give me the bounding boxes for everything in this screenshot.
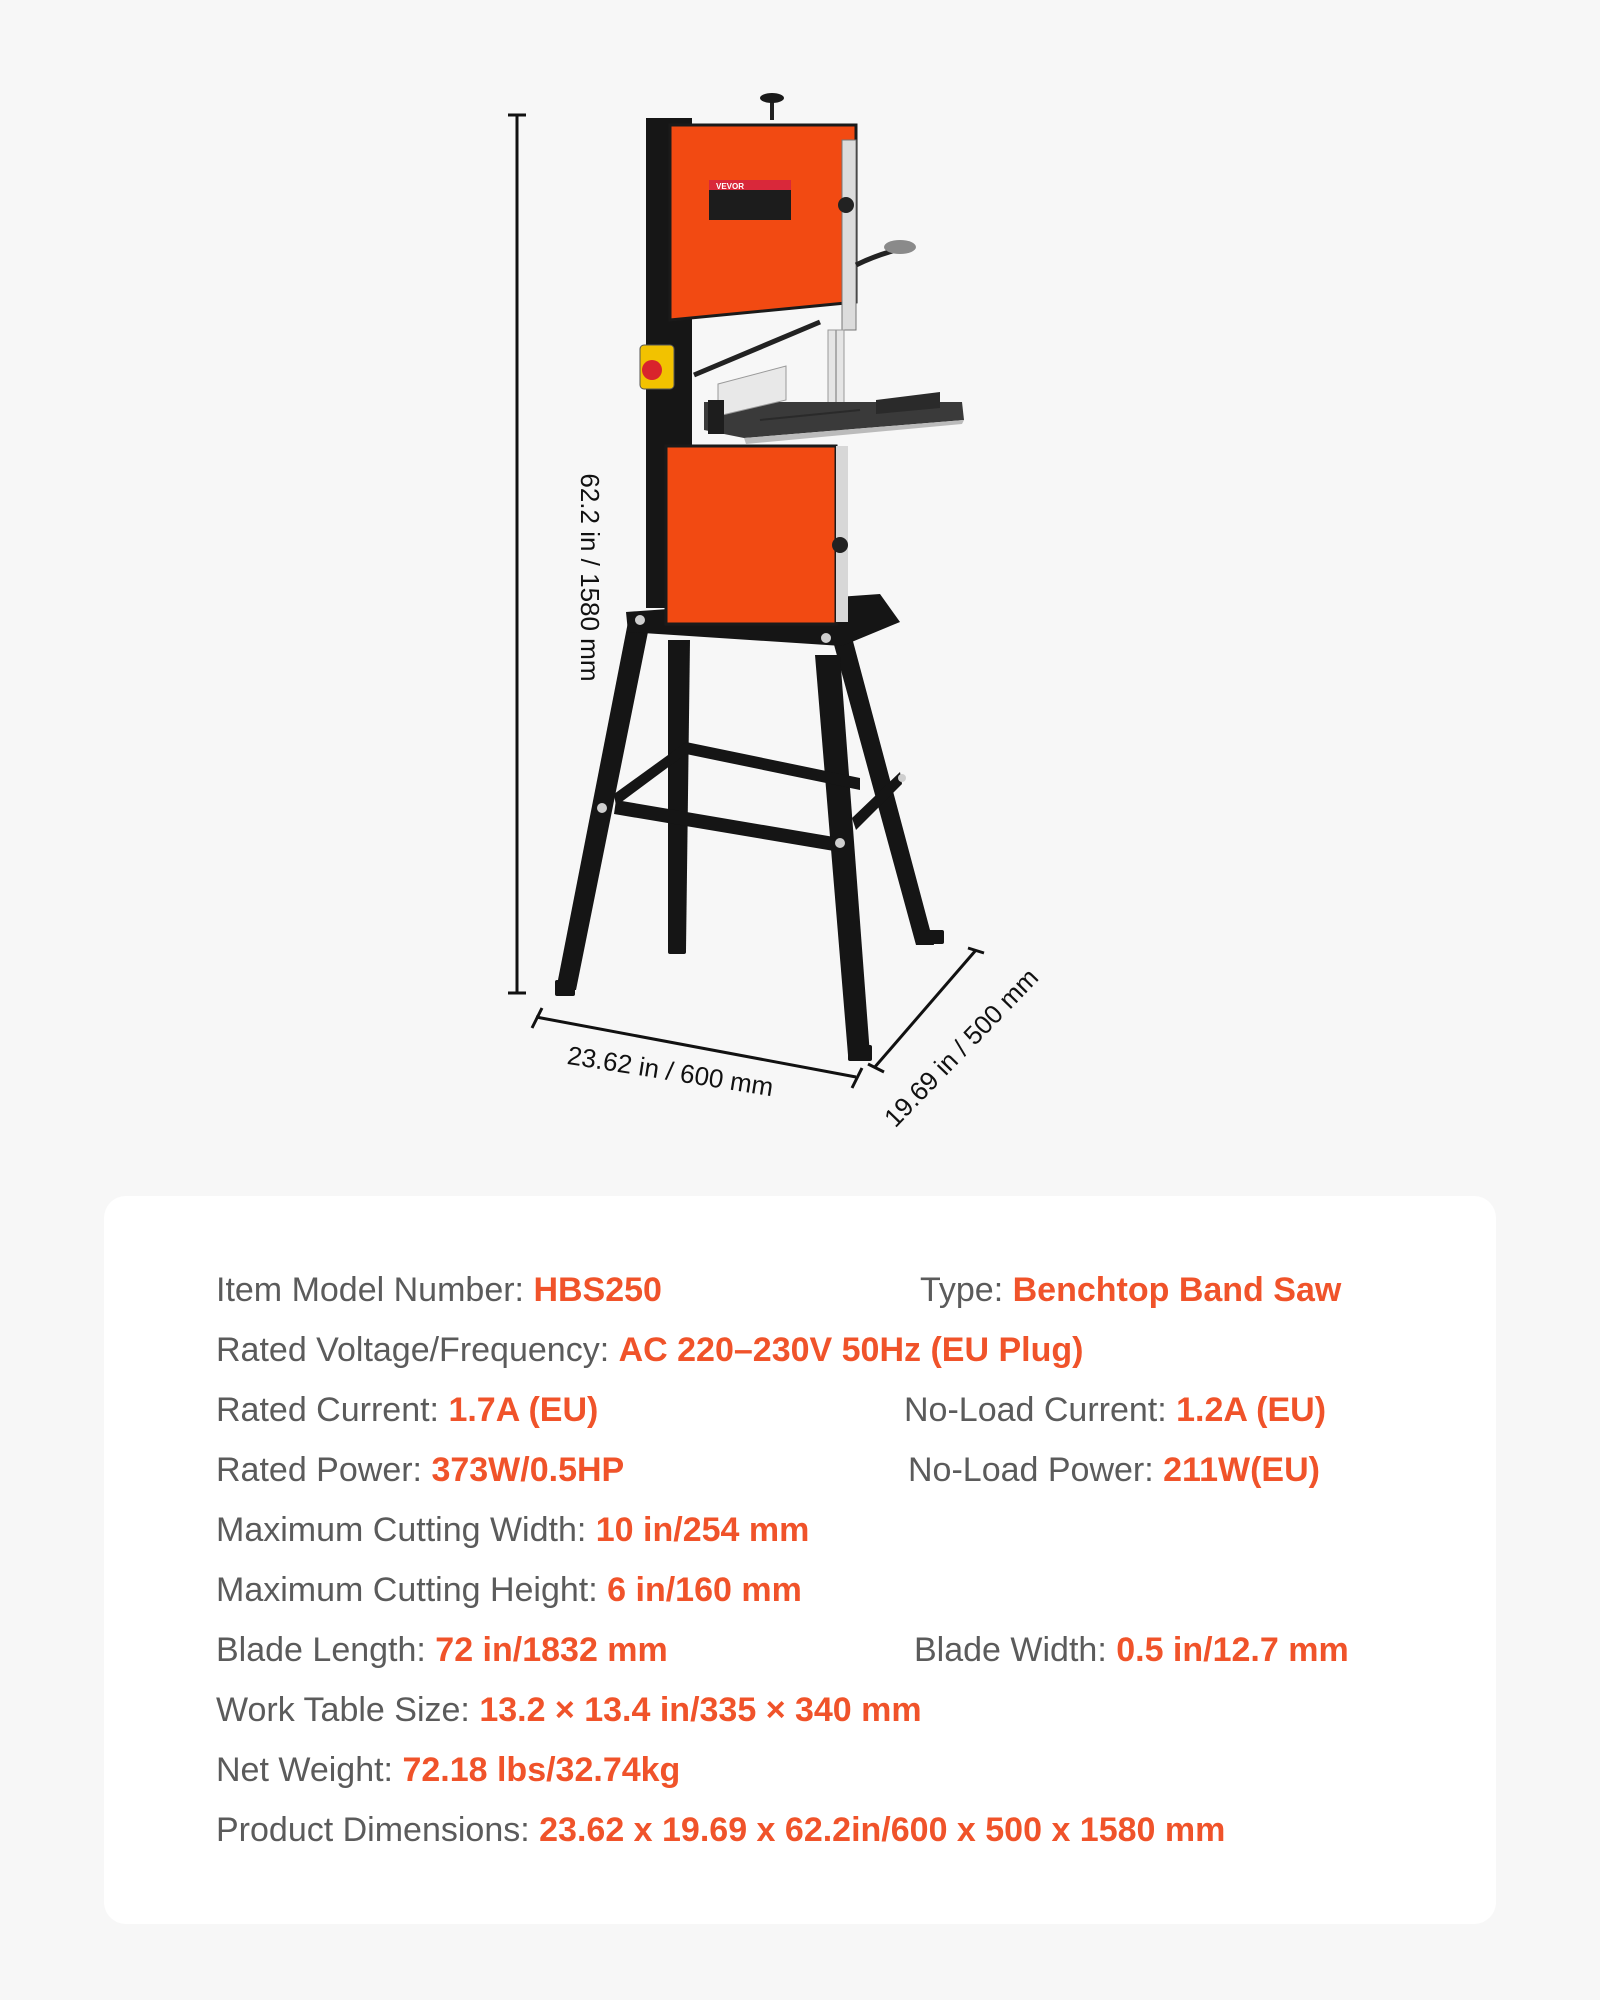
spec-label: Blade Width: — [914, 1631, 1117, 1669]
spec-blade-width — [914, 1630, 1349, 1670]
spec-value: 6 in/160 mm — [607, 1571, 802, 1609]
spec-value: AC 220–230V 50Hz (EU Plug) — [618, 1331, 1084, 1369]
lower-housing — [666, 446, 836, 624]
depth-dimension-label: 19.69 in / 500 mm — [878, 962, 1045, 1133]
vevor-logo: VEVOR — [716, 182, 745, 191]
spec-type — [920, 1270, 1341, 1310]
height-dimension-label: 62.2 in / 1580 mm — [575, 473, 606, 682]
spec-label: Rated Power: — [216, 1451, 432, 1489]
spec-label: Blade Length: — [216, 1631, 436, 1669]
spec-no-load-current — [904, 1390, 1326, 1430]
spec-blade-length — [216, 1630, 668, 1670]
spec-max-cut-width — [216, 1510, 809, 1550]
tension-knob-icon — [760, 93, 784, 103]
spec-model — [216, 1270, 662, 1310]
spec-label: Rated Current: — [216, 1391, 449, 1429]
spec-value: 23.62 x 19.69 x 62.2in/600 x 500 x 1580 mm — [539, 1811, 1226, 1849]
spec-value: 1.2A (EU) — [1176, 1391, 1327, 1429]
upper-housing — [670, 125, 856, 320]
stop-button-icon — [642, 360, 662, 380]
spec-label: Net Weight: — [216, 1751, 403, 1789]
height-dimension-line — [508, 115, 526, 993]
specifications-card — [104, 1196, 1496, 1924]
spec-label: No-Load Power: — [908, 1451, 1164, 1489]
spec-rated-power — [216, 1450, 624, 1490]
spec-label: No-Load Current: — [904, 1391, 1177, 1429]
spec-value: 13.2 × 13.4 in/335 × 340 mm — [479, 1691, 922, 1729]
spec-value: 72 in/1832 mm — [435, 1631, 668, 1669]
spec-table-size — [216, 1690, 922, 1730]
width-dimension-label: 23.62 in / 600 mm — [565, 1040, 776, 1103]
spec-label: Maximum Cutting Height: — [216, 1571, 608, 1609]
spec-value: 72.18 lbs/32.74kg — [402, 1751, 681, 1789]
spec-value: 10 in/254 mm — [595, 1511, 810, 1549]
spec-label: Work Table Size: — [216, 1691, 480, 1729]
spec-max-cut-height — [216, 1570, 802, 1610]
spec-label: Item Model Number: — [216, 1271, 534, 1309]
spec-value: HBS250 — [533, 1271, 662, 1309]
stand — [555, 594, 944, 1061]
spec-label: Type: — [920, 1271, 1013, 1309]
spec-net-weight — [216, 1750, 680, 1790]
work-lamp-icon — [884, 240, 916, 254]
spec-voltage — [216, 1330, 1083, 1370]
spec-value: 1.7A (EU) — [448, 1391, 599, 1429]
spec-dimensions — [216, 1810, 1225, 1850]
spec-value: Benchtop Band Saw — [1012, 1271, 1342, 1309]
spec-label: Maximum Cutting Width: — [216, 1511, 596, 1549]
spec-label: Rated Voltage/Frequency: — [216, 1331, 619, 1369]
spec-rated-current — [216, 1390, 598, 1430]
spec-value: 373W/0.5HP — [431, 1451, 625, 1489]
spec-value: 0.5 in/12.7 mm — [1116, 1631, 1349, 1669]
spec-label: Product Dimensions: — [216, 1811, 540, 1849]
spec-no-load-power — [908, 1450, 1320, 1490]
spec-value: 211W(EU) — [1163, 1451, 1320, 1489]
